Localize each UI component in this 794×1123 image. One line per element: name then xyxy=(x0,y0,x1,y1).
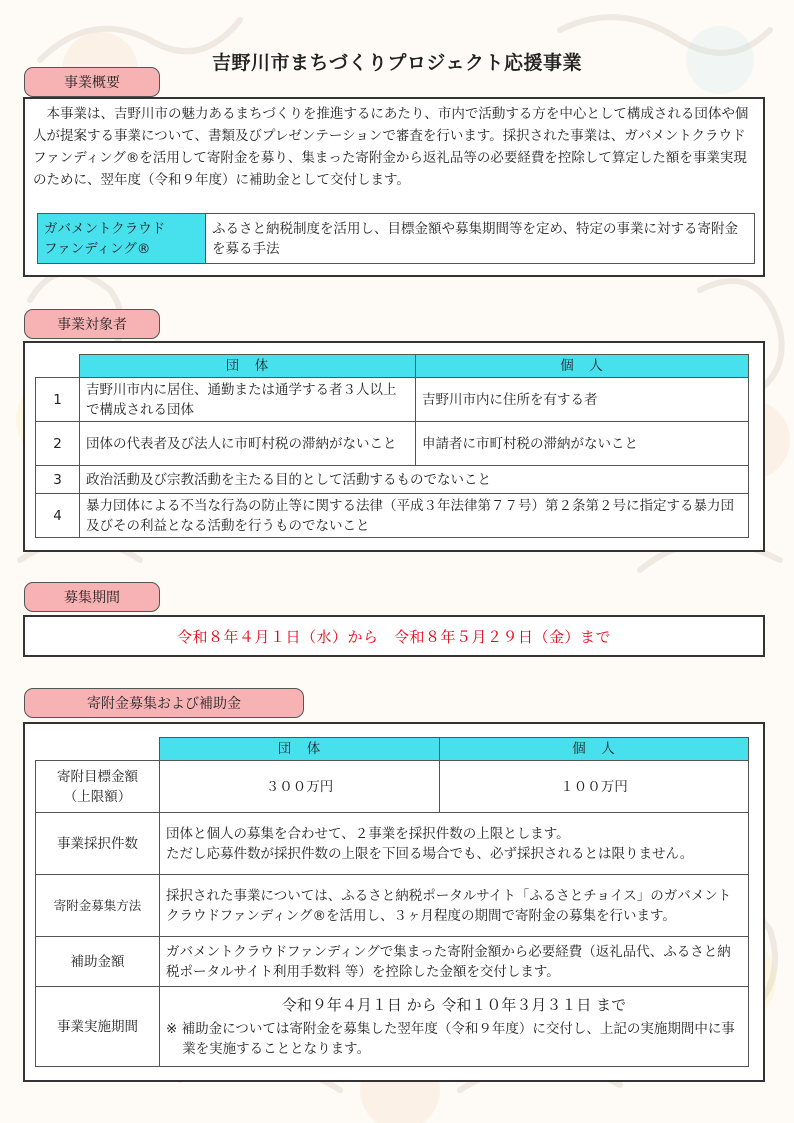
row-number: 3 xyxy=(36,466,80,494)
table-row xyxy=(36,466,749,494)
target-table xyxy=(35,354,749,538)
page-title: 吉野川市まちづくりプロジェクト応援事業 xyxy=(212,52,582,74)
row-group: 団体の代表者及び法人に市町村税の滞納がないこと xyxy=(80,422,416,466)
implementation-period: 令和９年４月１日 から 令和１０年３月３１日 まで xyxy=(281,995,627,1014)
row-number: 4 xyxy=(36,494,80,538)
subsidy-label: 補助金額 xyxy=(36,937,160,987)
row-group: 吉野川市内に居住、通勤または通学する者３人以上で構成される団体 xyxy=(80,378,416,422)
subsidy-text: ガバメントクラウドファンディングで集まった寄附金額から必要経費（返礼品代、ふるさと納税ポータルサイト利用手数料 等）を控除した金額を交付します。 xyxy=(160,937,749,987)
section-tag-overview: 事業概要 xyxy=(24,67,160,97)
target-amount-group: ３００万円 xyxy=(160,761,440,813)
fund-box xyxy=(23,722,765,1082)
row-number: 2 xyxy=(36,422,80,466)
period-text: 令和８年４月１日（水）から 令和８年５月２９日（金）まで xyxy=(23,615,765,657)
method-text: 採択された事業については、ふるさと納税ポータルサイト「ふるさとチョイス」のガバメントクラウドファンディング®を活用し、３ヶ月程度の期間で寄附金の募集を行います。 xyxy=(160,875,749,937)
target-amount-individual: １００万円 xyxy=(440,761,749,813)
implementation-label: 事業実施期間 xyxy=(36,987,160,1067)
row-both: 政治活動及び宗教活動を主たる目的として活動するものでないこと xyxy=(80,466,749,494)
row-both: 暴力団体による不当な行為の防止等に関する法律（平成３年法律第７７号）第２条第２号に指定する暴力団及びその利益となる活動を行うものでないこと xyxy=(80,494,749,538)
table-row xyxy=(36,494,749,538)
gcf-term-line1: ガバメントクラウド xyxy=(44,220,166,237)
row-individual: 吉野川市内に住所を有する者 xyxy=(416,378,749,422)
row-number: 1 xyxy=(36,378,80,422)
adoption-text: 団体と個人の募集を合わせて、２事業を採択件数の上限とします。 ただし応募件数が採択件数の上限を下回る場合でも、必ず採択されるとは限りません。 xyxy=(160,813,749,875)
section-tag-period: 募集期間 xyxy=(24,582,160,612)
table-row xyxy=(36,875,749,937)
implementation-cell xyxy=(160,987,749,1067)
target-col-individual: 個 人 xyxy=(416,355,749,378)
fund-col-individual: 個 人 xyxy=(440,738,749,761)
table-row xyxy=(36,761,749,813)
fund-col-group: 団 体 xyxy=(160,738,440,761)
fund-table xyxy=(35,737,749,1067)
adoption-label: 事業採択件数 xyxy=(36,813,160,875)
overview-box xyxy=(23,97,765,277)
target-header-blank xyxy=(36,355,80,378)
gcf-definition-table xyxy=(37,213,755,264)
table-row xyxy=(36,987,749,1067)
gcf-definition: ふるさと納税制度を活用し、目標金額や募集期間等を定め、特定の事業に対する寄附金を募る手法 xyxy=(206,214,755,264)
row-individual: 申請者に市町村税の滞納がないこと xyxy=(416,422,749,466)
fund-header-blank xyxy=(36,738,160,761)
table-row xyxy=(36,813,749,875)
gcf-term-line2: ファンディング® xyxy=(44,240,151,257)
section-tag-target: 事業対象者 xyxy=(24,309,160,339)
section-tag-fund: 寄附金募集および補助金 xyxy=(24,688,304,718)
table-row xyxy=(36,422,749,466)
overview-text: 本事業は、吉野川市の魅力あるまちづくりを推進するにあたり、市内で活動する方を中心として構成される団体や個人が提案する事業について、書類及びプレゼンテーションで審査を行います。採択された事業は、ガバメントクラウドファンディング®を活用して寄附金を募り、集まった寄附金から返礼品等の必要経費を控除して算定した額を事業実現のために、翌年度（令和９年度）に補助金として交付します。 xyxy=(33,106,749,188)
target-box xyxy=(23,341,765,552)
target-amount-label: 寄附目標金額 （上限額） xyxy=(36,761,160,813)
implementation-note: ※ 補助金については寄附金を募集した翌年度（令和９年度）に交付し、上記の実施期間中に事業を実施することとなります。 xyxy=(166,1020,735,1057)
method-label: 寄附金募集方法 xyxy=(36,875,160,937)
gcf-term xyxy=(38,214,206,264)
table-row xyxy=(36,937,749,987)
target-col-group: 団 体 xyxy=(80,355,416,378)
table-row xyxy=(36,378,749,422)
